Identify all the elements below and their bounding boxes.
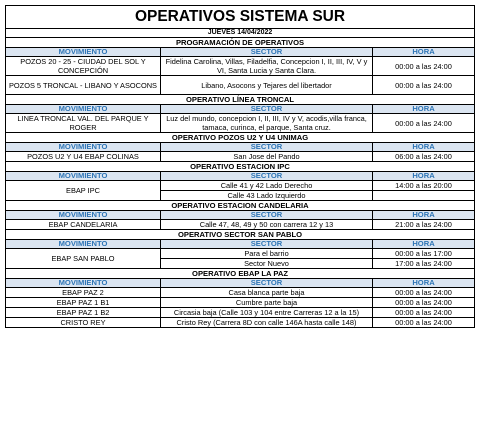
document-date: JUEVES 14/04/2022	[6, 29, 475, 38]
operativos-document	[5, 5, 474, 328]
header-sector: SECTOR	[161, 105, 373, 114]
section-row	[6, 269, 475, 279]
hora-cell: 00:00 a las 24:00	[373, 57, 475, 76]
table-row	[6, 298, 475, 308]
header-movimiento: MOVIMIENTO	[6, 105, 161, 114]
table-row	[6, 114, 475, 133]
hora-cell: 00:00 a las 24:00	[373, 288, 475, 298]
column-header-row	[6, 143, 475, 152]
table-row	[6, 308, 475, 318]
sector-cell: Sector Nuevo	[161, 259, 373, 269]
hora-cell: 14:00 a las 20:00	[373, 181, 475, 191]
column-header-row	[6, 279, 475, 288]
table-row	[6, 220, 475, 230]
hora-cell	[373, 191, 475, 201]
table-row	[6, 152, 475, 162]
section-title: OPERATIVO ESTACION CANDELARIA	[6, 201, 475, 211]
operativos-table	[5, 5, 475, 328]
hora-cell: 00:00 a las 17:00	[373, 249, 475, 259]
header-sector: SECTOR	[161, 143, 373, 152]
table-body	[6, 6, 475, 328]
movimiento-cell: EBAP SAN PABLO	[6, 249, 161, 269]
section-row	[6, 95, 475, 105]
sector-cell: Fidelina Carolina, Villas, Filadelfia, Concepcion I, II, III, IV, V y VI, Santa Lucia y Santa Clara.	[161, 57, 373, 76]
hora-cell: 21:00 a las 24:00	[373, 220, 475, 230]
sector-cell: San Jose del Pando	[161, 152, 373, 162]
header-hora: HORA	[373, 105, 475, 114]
header-hora: HORA	[373, 172, 475, 181]
movimiento-cell: EBAP PAZ 2	[6, 288, 161, 298]
section-row	[6, 201, 475, 211]
section-row	[6, 38, 475, 48]
sector-cell: Cristo Rey (Carrera 8D con calle 146A hasta calle 148)	[161, 318, 373, 328]
sector-cell: Calle 47, 48, 49 y 50 con carrera 12 y 13	[161, 220, 373, 230]
table-row	[6, 318, 475, 328]
section-title: OPERATIVO SECTOR SAN PABLO	[6, 230, 475, 240]
sector-cell: Para el barrio	[161, 249, 373, 259]
header-movimiento: MOVIMIENTO	[6, 172, 161, 181]
movimiento-cell: CRISTO REY	[6, 318, 161, 328]
header-hora: HORA	[373, 240, 475, 249]
section-title: OPERATIVO LÍNEA TRONCAL	[6, 95, 475, 105]
movimiento-cell: LINEA TRONCAL VAL. DEL PARQUE Y ROGER	[6, 114, 161, 133]
movimiento-cell: POZOS U2 Y U4 EBAP COLINAS	[6, 152, 161, 162]
hora-cell: 00:00 a las 24:00	[373, 114, 475, 133]
header-movimiento: MOVIMIENTO	[6, 48, 161, 57]
sector-cell: Cumbre parte baja	[161, 298, 373, 308]
movimiento-cell: EBAP IPC	[6, 181, 161, 201]
hora-cell: 06:00 a las 24:00	[373, 152, 475, 162]
header-hora: HORA	[373, 48, 475, 57]
table-row	[6, 57, 475, 76]
column-header-row	[6, 240, 475, 249]
header-movimiento: MOVIMIENTO	[6, 211, 161, 220]
sector-cell: Luz del mundo, concepcion I, II, III, IV y V, acodis,villa franca, tamaca, curinca, el parque, Santa cruz.	[161, 114, 373, 133]
sector-cell: Calle 43 Lado Izquierdo	[161, 191, 373, 201]
document-title: OPERATIVOS SISTEMA SUR	[6, 6, 475, 29]
column-header-row	[6, 105, 475, 114]
hora-cell: 00:00 a las 24:00	[373, 76, 475, 95]
hora-cell: 17:00 a las 24:00	[373, 259, 475, 269]
header-sector: SECTOR	[161, 172, 373, 181]
movimiento-cell: POZOS 5 TRONCAL - LIBANO Y ASOCONS	[6, 76, 161, 95]
sector-cell: Calle 41 y 42 Lado Derecho	[161, 181, 373, 191]
title-row	[6, 6, 475, 29]
movimiento-cell: POZOS 20 - 25 - CIUDAD DEL SOL Y CONCEPCIÓN	[6, 57, 161, 76]
header-hora: HORA	[373, 143, 475, 152]
movimiento-cell: EBAP PAZ 1 B1	[6, 298, 161, 308]
movimiento-cell: EBAP CANDELARIA	[6, 220, 161, 230]
header-movimiento: MOVIMIENTO	[6, 240, 161, 249]
table-row	[6, 181, 475, 191]
section-title: OPERATIVO ESTACION IPC	[6, 162, 475, 172]
header-sector: SECTOR	[161, 240, 373, 249]
header-movimiento: MOVIMIENTO	[6, 279, 161, 288]
hora-cell: 00:00 a las 24:00	[373, 298, 475, 308]
hora-cell: 00:00 a las 24:00	[373, 308, 475, 318]
header-sector: SECTOR	[161, 279, 373, 288]
header-movimiento: MOVIMIENTO	[6, 143, 161, 152]
header-sector: SECTOR	[161, 211, 373, 220]
header-sector: SECTOR	[161, 48, 373, 57]
section-title: OPERATIVO EBAP LA PAZ	[6, 269, 475, 279]
section-title: PROGRAMACIÓN DE OPERATIVOS	[6, 38, 475, 48]
table-row	[6, 76, 475, 95]
table-row	[6, 288, 475, 298]
column-header-row	[6, 211, 475, 220]
section-row	[6, 230, 475, 240]
date-row	[6, 29, 475, 38]
section-title: OPERATIVO POZOS U2 Y U4 UNIMAG	[6, 133, 475, 143]
sector-cell: Circasia baja (Calle 103 y 104 entre Carreras 12 a la 15)	[161, 308, 373, 318]
section-row	[6, 162, 475, 172]
sector-cell: Libano, Asocons y Tejares del libertador	[161, 76, 373, 95]
column-header-row	[6, 172, 475, 181]
header-hora: HORA	[373, 279, 475, 288]
table-row	[6, 249, 475, 259]
sector-cell: Casa blanca parte baja	[161, 288, 373, 298]
section-row	[6, 133, 475, 143]
hora-cell: 00:00 a las 24:00	[373, 318, 475, 328]
column-header-row	[6, 48, 475, 57]
header-hora: HORA	[373, 211, 475, 220]
movimiento-cell: EBAP PAZ 1 B2	[6, 308, 161, 318]
